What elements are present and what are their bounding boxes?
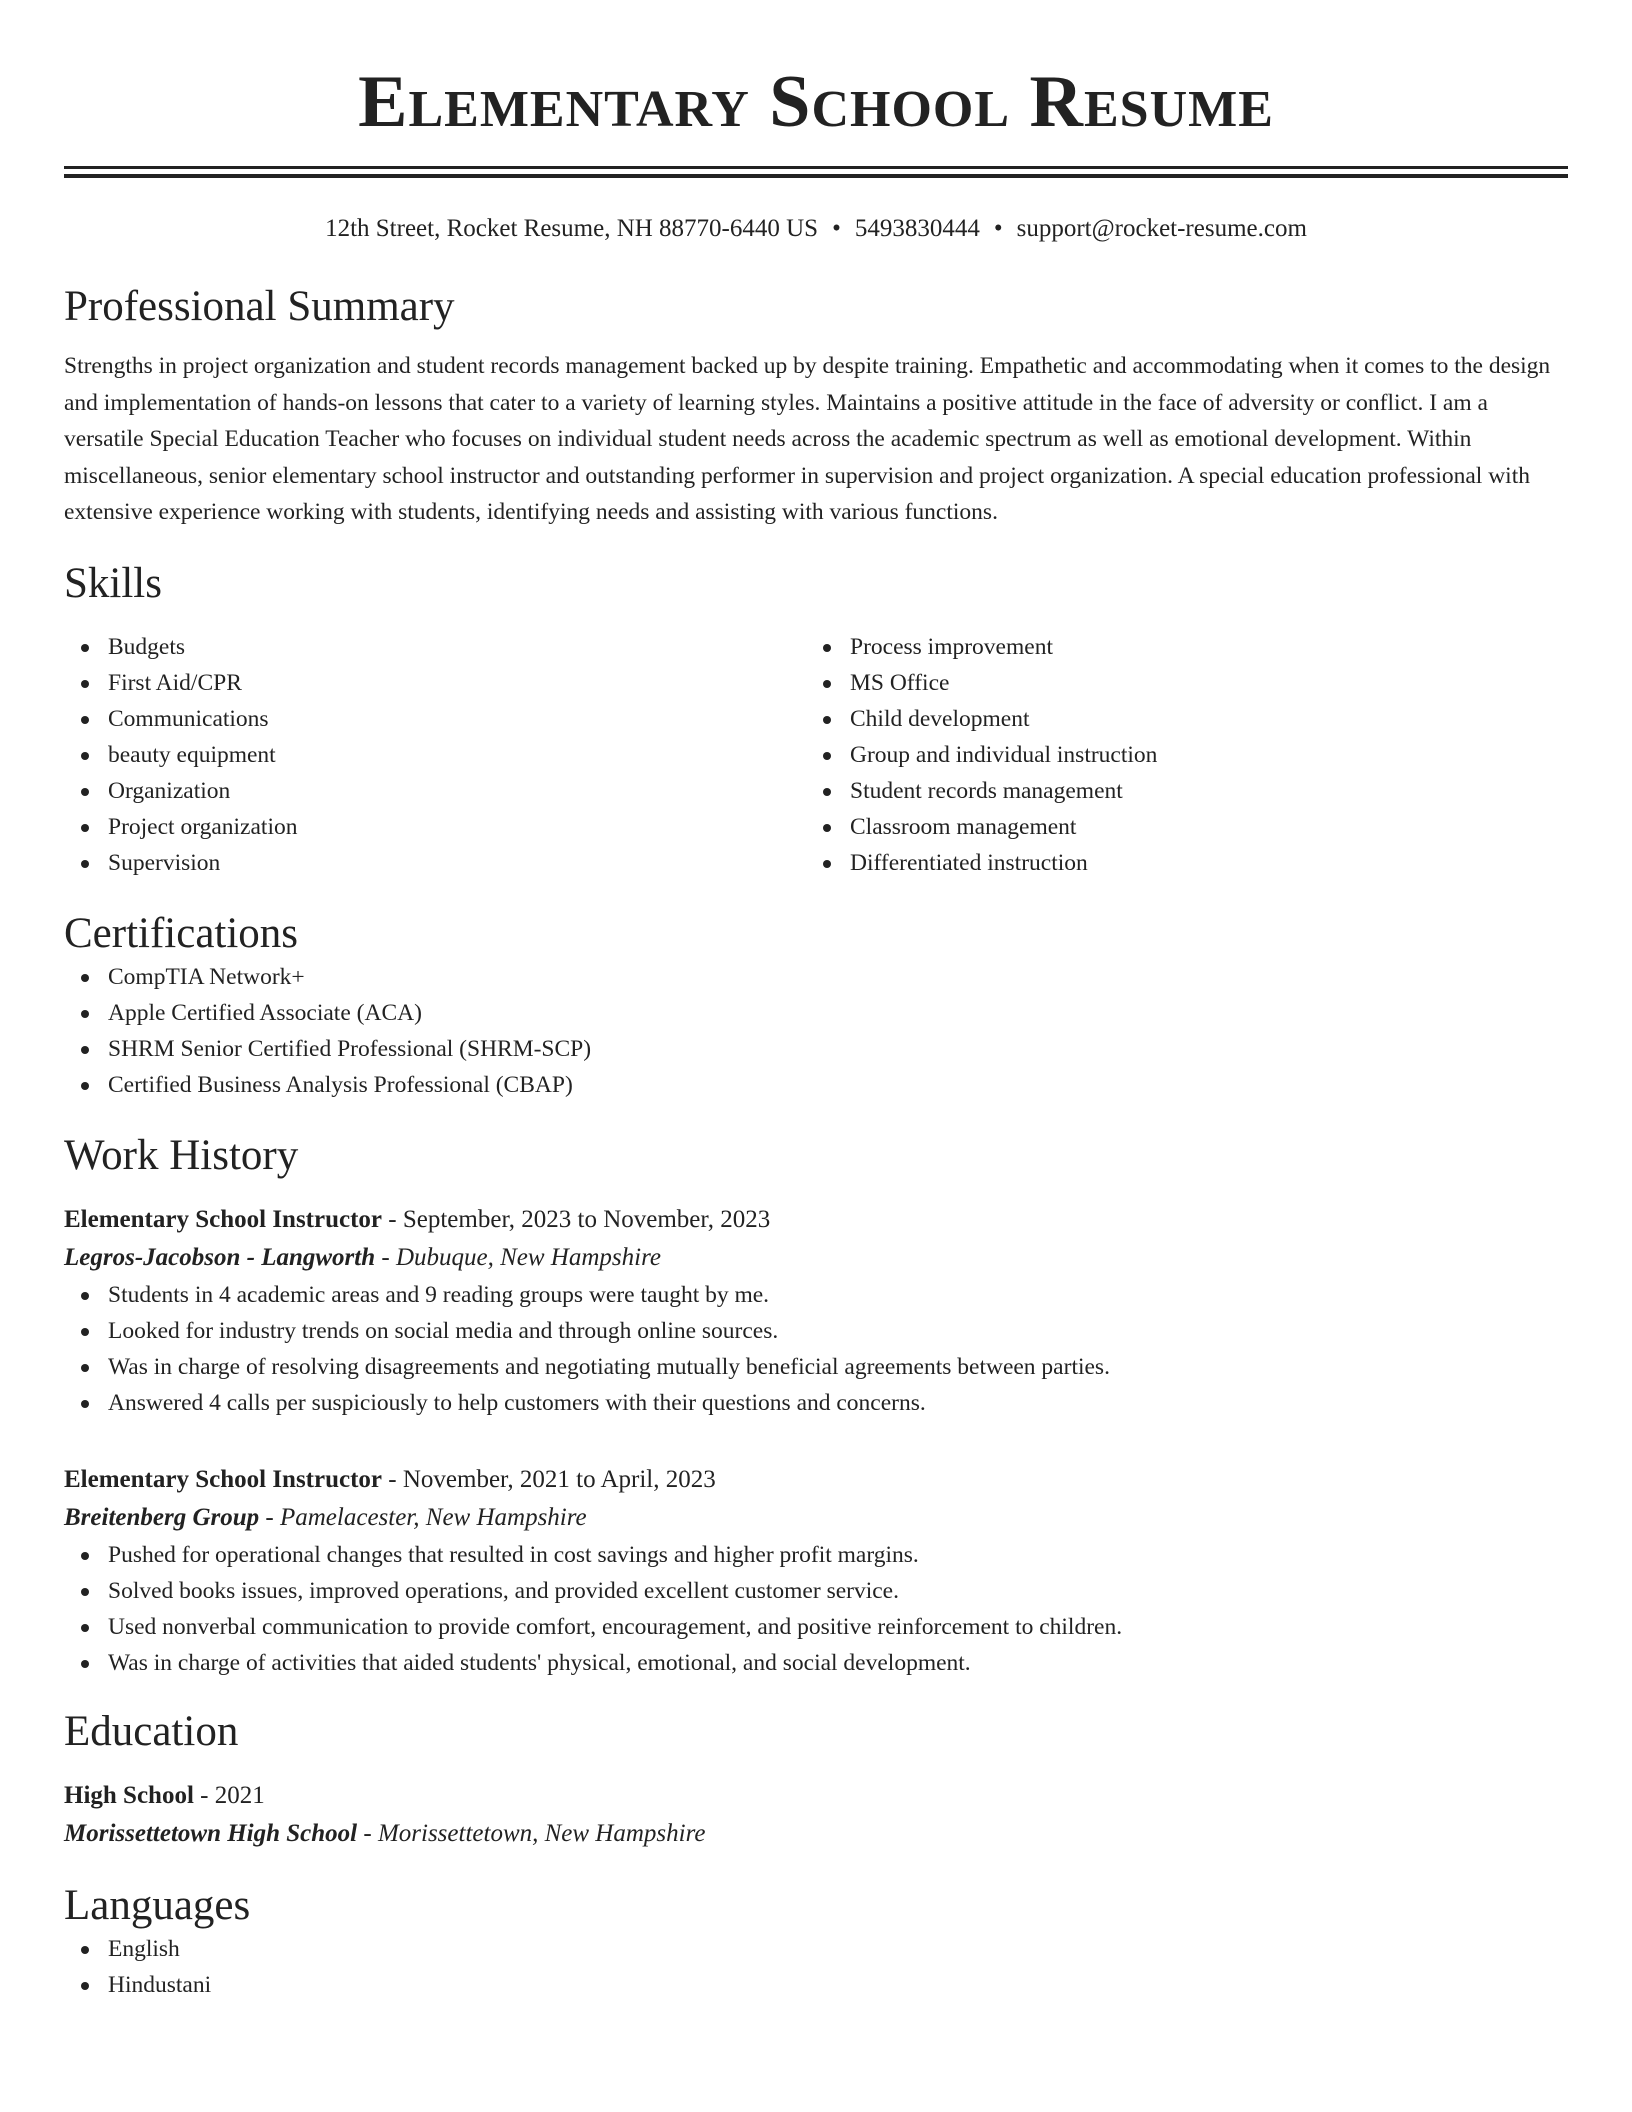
job-location: - Pamelacester, New Hampshire bbox=[265, 1503, 587, 1531]
job-bullet: Used nonverbal communication to provide comfort, encouragement, and positive reinforcement to children. bbox=[64, 1609, 1568, 1645]
work-history-section bbox=[64, 1131, 1568, 1681]
job-bullet: Looked for industry trends on social media and through online sources. bbox=[64, 1313, 1568, 1349]
contact-phone: 5493830444 bbox=[854, 215, 980, 242]
skill-item: Supervision bbox=[64, 845, 806, 881]
certification-item: Apple Certified Associate (ACA) bbox=[64, 995, 1568, 1031]
education-year: - 2021 bbox=[200, 1781, 265, 1809]
job-title: Elementary School Instructor bbox=[64, 1205, 383, 1233]
skill-item: First Aid/CPR bbox=[64, 665, 806, 701]
skill-item: Child development bbox=[806, 701, 1548, 737]
education-heading: Education bbox=[64, 1707, 239, 1755]
job-bullet: Was in charge of activities that aided students' physical, emotional, and social development. bbox=[64, 1645, 1568, 1681]
job-title-line bbox=[64, 1201, 1568, 1239]
skill-item: Process improvement bbox=[806, 629, 1548, 665]
contact-email: support@rocket-resume.com bbox=[1016, 215, 1307, 242]
education-school: Morissettetown High School bbox=[64, 1819, 358, 1847]
skill-item: Communications bbox=[64, 701, 806, 737]
certification-item: SHRM Senior Certified Professional (SHRM-SCP) bbox=[64, 1031, 1568, 1067]
skill-item: Classroom management bbox=[806, 809, 1548, 845]
skills-heading: Skills bbox=[64, 559, 162, 607]
job-title: Elementary School Instructor bbox=[64, 1465, 383, 1493]
certification-item: Certified Business Analysis Professional (CBAP) bbox=[64, 1067, 1568, 1103]
language-item: Hindustani bbox=[64, 1967, 1568, 2003]
languages-heading: Languages bbox=[64, 1881, 251, 1929]
resume-page bbox=[64, 0, 1568, 2003]
certifications-heading: Certifications bbox=[64, 909, 299, 957]
skill-item: Project organization bbox=[64, 809, 806, 845]
job-bullet: Students in 4 academic areas and 9 reading groups were taught by me. bbox=[64, 1277, 1568, 1313]
certifications-list bbox=[64, 959, 1568, 1103]
job-dates: - November, 2021 to April, 2023 bbox=[388, 1465, 716, 1493]
contact-separator: • bbox=[993, 215, 1003, 242]
skill-item: Budgets bbox=[64, 629, 806, 665]
job-bullet: Was in charge of resolving disagreements and negotiating mutually beneficial agreements between parties. bbox=[64, 1349, 1568, 1385]
skill-item: Student records management bbox=[806, 773, 1548, 809]
skills-section bbox=[64, 559, 1568, 881]
work-history-heading: Work History bbox=[64, 1131, 299, 1179]
language-item: English bbox=[64, 1931, 1568, 1967]
resume-title: Elementary School Resume bbox=[358, 61, 1274, 143]
skill-item: MS Office bbox=[806, 665, 1548, 701]
education-degree: High School bbox=[64, 1781, 194, 1809]
contact-separator: • bbox=[832, 215, 841, 242]
job-company-line bbox=[64, 1499, 1568, 1537]
job-company-line bbox=[64, 1239, 1568, 1277]
skill-item: Group and individual instruction bbox=[806, 737, 1548, 773]
job-company: Legros-Jacobson - Langworth bbox=[64, 1243, 376, 1271]
job-company: Breitenberg Group bbox=[64, 1503, 260, 1531]
languages-section bbox=[64, 1881, 1568, 2003]
job-entry bbox=[64, 1461, 1568, 1681]
certifications-section bbox=[64, 909, 1568, 1103]
education-entry bbox=[64, 1777, 1568, 1853]
skill-item: Organization bbox=[64, 773, 806, 809]
education-school-line bbox=[64, 1815, 1568, 1853]
education-degree-line bbox=[64, 1777, 1568, 1815]
skill-item: beauty equipment bbox=[64, 737, 806, 773]
skills-list-left bbox=[64, 629, 806, 881]
skills-list-right bbox=[806, 629, 1548, 881]
summary-section bbox=[64, 282, 1568, 531]
education-section bbox=[64, 1707, 1568, 1853]
job-title-line bbox=[64, 1461, 1568, 1499]
title-divider-thick bbox=[64, 174, 1568, 178]
contact-address: 12th Street, Rocket Resume, NH 88770-6440 US bbox=[325, 215, 819, 242]
summary-text: Strengths in project organization and student records management backed up by despite training. Empathetic and accommodating when it comes to the design and implementation of hands-on lessons that cater to a variety of learning styles. Maintains a positive attitude in the face of adversity or conflict. I am a versatile Special Education Teacher who focuses on individual student needs across the academic spectrum as well as emotional development. Within miscellaneous, senior elementary school instructor and outstanding performer in supervision and project organization. A special education professional with extensive experience working with students, identifying needs and assisting with various functions. bbox=[64, 353, 1551, 525]
job-bullet: Solved books issues, improved operations, and provided excellent customer service. bbox=[64, 1573, 1568, 1609]
languages-list bbox=[64, 1931, 1568, 2003]
job-entry bbox=[64, 1201, 1568, 1421]
education-location: - Morissettetown, New Hampshire bbox=[363, 1819, 706, 1847]
contact-line bbox=[64, 214, 1568, 244]
job-bullet: Pushed for operational changes that resulted in cost savings and higher profit margins. bbox=[64, 1537, 1568, 1573]
job-bullets bbox=[64, 1277, 1568, 1421]
job-bullet: Answered 4 calls per suspiciously to help customers with their questions and concerns. bbox=[64, 1385, 1568, 1421]
summary-heading: Professional Summary bbox=[64, 283, 455, 330]
skill-item: Differentiated instruction bbox=[806, 845, 1548, 881]
job-bullets bbox=[64, 1537, 1568, 1681]
job-location: - Dubuque, New Hampshire bbox=[381, 1243, 661, 1271]
certification-item: CompTIA Network+ bbox=[64, 959, 1568, 995]
job-dates: - September, 2023 to November, 2023 bbox=[388, 1205, 771, 1233]
skills-columns bbox=[64, 629, 1568, 881]
